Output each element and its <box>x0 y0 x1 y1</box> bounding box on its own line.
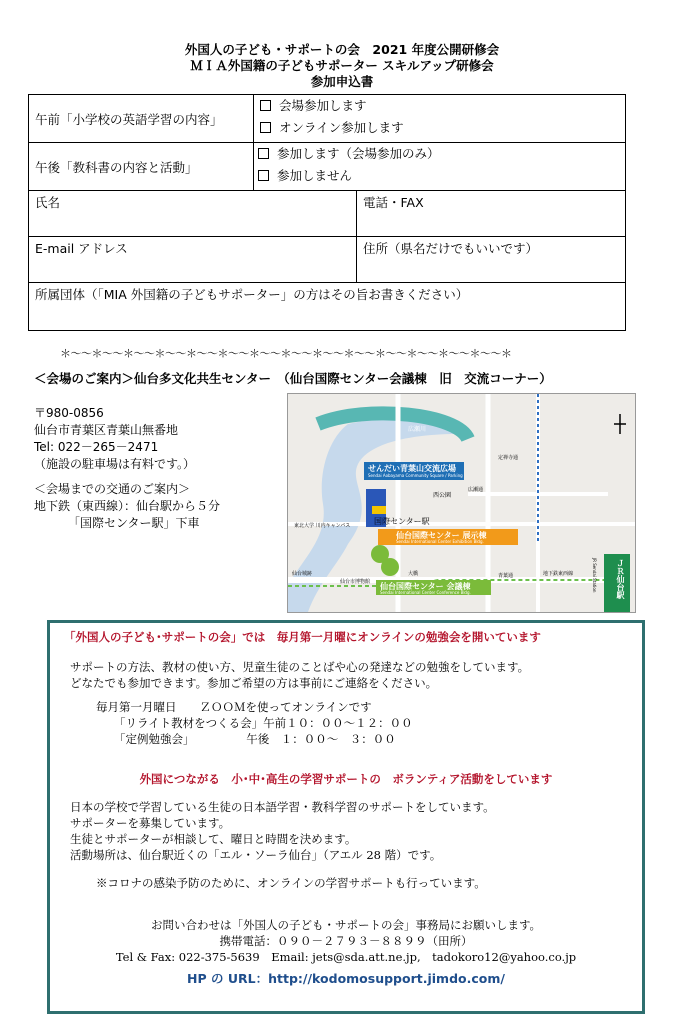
aobadori-label: 青葉通 <box>498 573 514 579</box>
access-line-2: 「国際センター駅」下車 <box>68 516 200 530</box>
volunteer-text <box>70 799 630 863</box>
homepage-label: HP の URL： <box>187 971 269 986</box>
form-title: 参加申込書 <box>310 74 374 89</box>
access-line-1: 地下鉄（東西線）：仙台駅から５分 <box>34 499 221 513</box>
venue-tel: Tel: 022－265－2471 <box>34 440 159 454</box>
exhibition-label-en: Sendai International Center Exhibition Bldg. <box>396 539 484 544</box>
museum-label: 仙台市博物館 <box>340 579 371 585</box>
tel-field[interactable] <box>357 191 626 237</box>
email-field[interactable] <box>29 237 357 283</box>
postal-code: 〒980-0856 <box>34 406 104 420</box>
plaza-label-en: Sendai Aobayama Community Square / Parking <box>368 473 463 478</box>
plaza-label: せんだい青葉山交流広場 <box>368 464 456 473</box>
volunteer-headline: 外国につながる 小･中･高生の学習サポートの ボランティア活動をしています <box>139 772 553 786</box>
schedule-line-1: 毎月第一月曜日 ＺＯＯＭを使ってオンラインです <box>96 700 372 714</box>
exhibition-label: 仙台国際センター 展示棟 <box>396 531 487 540</box>
name-label: 氏名 <box>35 195 61 210</box>
venue-heading: ＜会場のご案内＞仙台多文化共生センター （仙台国際センター会議棟 旧 交流コーナー） <box>34 371 552 386</box>
venue-address: 仙台市青葉区青葉山無番地 <box>34 423 179 437</box>
bridge-label: 大橋 <box>408 571 419 577</box>
application-form <box>28 94 626 331</box>
schedule-line-2: 「リライト教材をつくる会」午前１０：００～１２：００ <box>114 716 413 730</box>
jr-station-label: ＪＲ仙台駅 <box>616 559 625 599</box>
study-group-headline: 「外国人の子ども･サポートの会」では 毎月第一月曜にオンラインの勉強会を開いています <box>64 630 541 644</box>
river-label: 広瀬川 <box>408 426 427 433</box>
checkbox-icon[interactable] <box>260 122 271 133</box>
email-label: E-mail アドレス <box>35 241 128 256</box>
contact-line-2: 携帯電話：０９０－２７９３－８８９９（田所） <box>219 934 473 948</box>
access-heading: ＜会場までの交通のご案内＞ <box>34 482 191 496</box>
divider: ＊～～＊～～＊～～＊～～＊～～＊～～＊～～＊～～＊～～＊～～＊～～＊～～＊～～＊～～＊ <box>60 347 512 360</box>
jozenji-label: 定禅寺通 <box>498 455 519 461</box>
castle-label: 仙台城跡 <box>292 571 313 577</box>
volunteer-line-2: サポーターを募集しています。 <box>70 816 231 830</box>
study-group-text <box>70 659 630 691</box>
checkbox-icon[interactable] <box>258 148 269 159</box>
volunteer-line-3: 生徒とサポーターが相談して、曜日と時間を決めます。 <box>70 832 357 846</box>
covid-note: ※コロナの感染予防のために、オンラインの学習サポートも行っています。 <box>96 876 486 890</box>
homepage-line <box>50 969 642 987</box>
event-subtitle: ＭＩＡ外国籍の子どもサポーター スキルアップ研修会 <box>190 58 494 73</box>
event-title: 外国人の子ども・サポートの会 2021 年度公開研修会 <box>184 42 500 57</box>
park-label: 西公園 <box>433 492 452 499</box>
venue-map <box>287 393 636 613</box>
station-label: 国際センター駅 <box>374 517 430 526</box>
venue-info <box>34 405 284 532</box>
checkbox-icon[interactable] <box>258 170 269 181</box>
am-venue-option[interactable]: 会場参加します <box>256 95 625 117</box>
volunteer-line-4: 活動場所は、仙台駅近くの「エル・ソーラ仙台」（アエル 28 階）です。 <box>70 848 442 862</box>
address-label: 住所（県名だけでもいいです） <box>363 241 539 256</box>
schedule-line-3: 「定例勉強会」 午後 １：００～ ３：００ <box>114 732 396 746</box>
subway-label: 地下鉄東西線 <box>543 571 574 577</box>
schedule <box>96 699 596 747</box>
tel-label: 電話・FAX <box>363 195 424 210</box>
contact-line-1: お問い合わせは「外国人の子ども・サポートの会」事務局にお願いします。 <box>150 918 542 932</box>
pm-attend-option[interactable]: 参加します（会場参加のみ） <box>254 143 625 165</box>
volunteer-line-1: 日本の学校で学習している生徒の日本語学習・教科学習のサポートをしています。 <box>70 800 495 814</box>
contact-info <box>50 917 642 965</box>
homepage-link[interactable]: http://kodomosupport.jimdo.com/ <box>268 971 505 986</box>
study-group-p1: サポートの方法、教材の使い方、児童生徒のことばや心の発達などの勉強をしています。 <box>70 660 530 674</box>
organization-field[interactable] <box>29 283 626 331</box>
contact-line-3: Tel & Fax: 022-375-5639 Email: jets@sda.att.ne.jp, tadokoro12@yahoo.co.jp <box>115 950 577 964</box>
pm-session-label: 午後「教科書の内容と活動」 <box>29 143 254 191</box>
organization-label: 所属団体（「MIA 外国籍の子どもサポーター」の方はその旨お書きください） <box>35 287 469 302</box>
conference-label-en: Sendai International Center Conference Bldg. <box>380 590 471 595</box>
notice-box <box>47 620 645 1014</box>
address-field[interactable] <box>357 237 626 283</box>
conference-label: 仙台国際センター 会議棟 <box>380 582 471 591</box>
am-session-label: 午前「小学校の英語学習の内容」 <box>29 95 254 143</box>
jr-station-label-en: JR Sendai Station <box>592 558 597 593</box>
name-field[interactable] <box>29 191 357 237</box>
hirosedori-label: 広瀬通 <box>468 487 484 493</box>
university-label: 東北大学 川内キャンパス <box>294 523 351 529</box>
study-group-p2: どなたでも参加できます。参加ご希望の方は事前にご連絡をください。 <box>70 676 438 690</box>
pm-decline-option[interactable]: 参加しません <box>254 165 625 187</box>
checkbox-icon[interactable] <box>260 100 271 111</box>
am-online-option[interactable]: オンライン参加します <box>256 117 625 139</box>
parking-note: （施設の駐車場は有料です。） <box>34 457 196 471</box>
